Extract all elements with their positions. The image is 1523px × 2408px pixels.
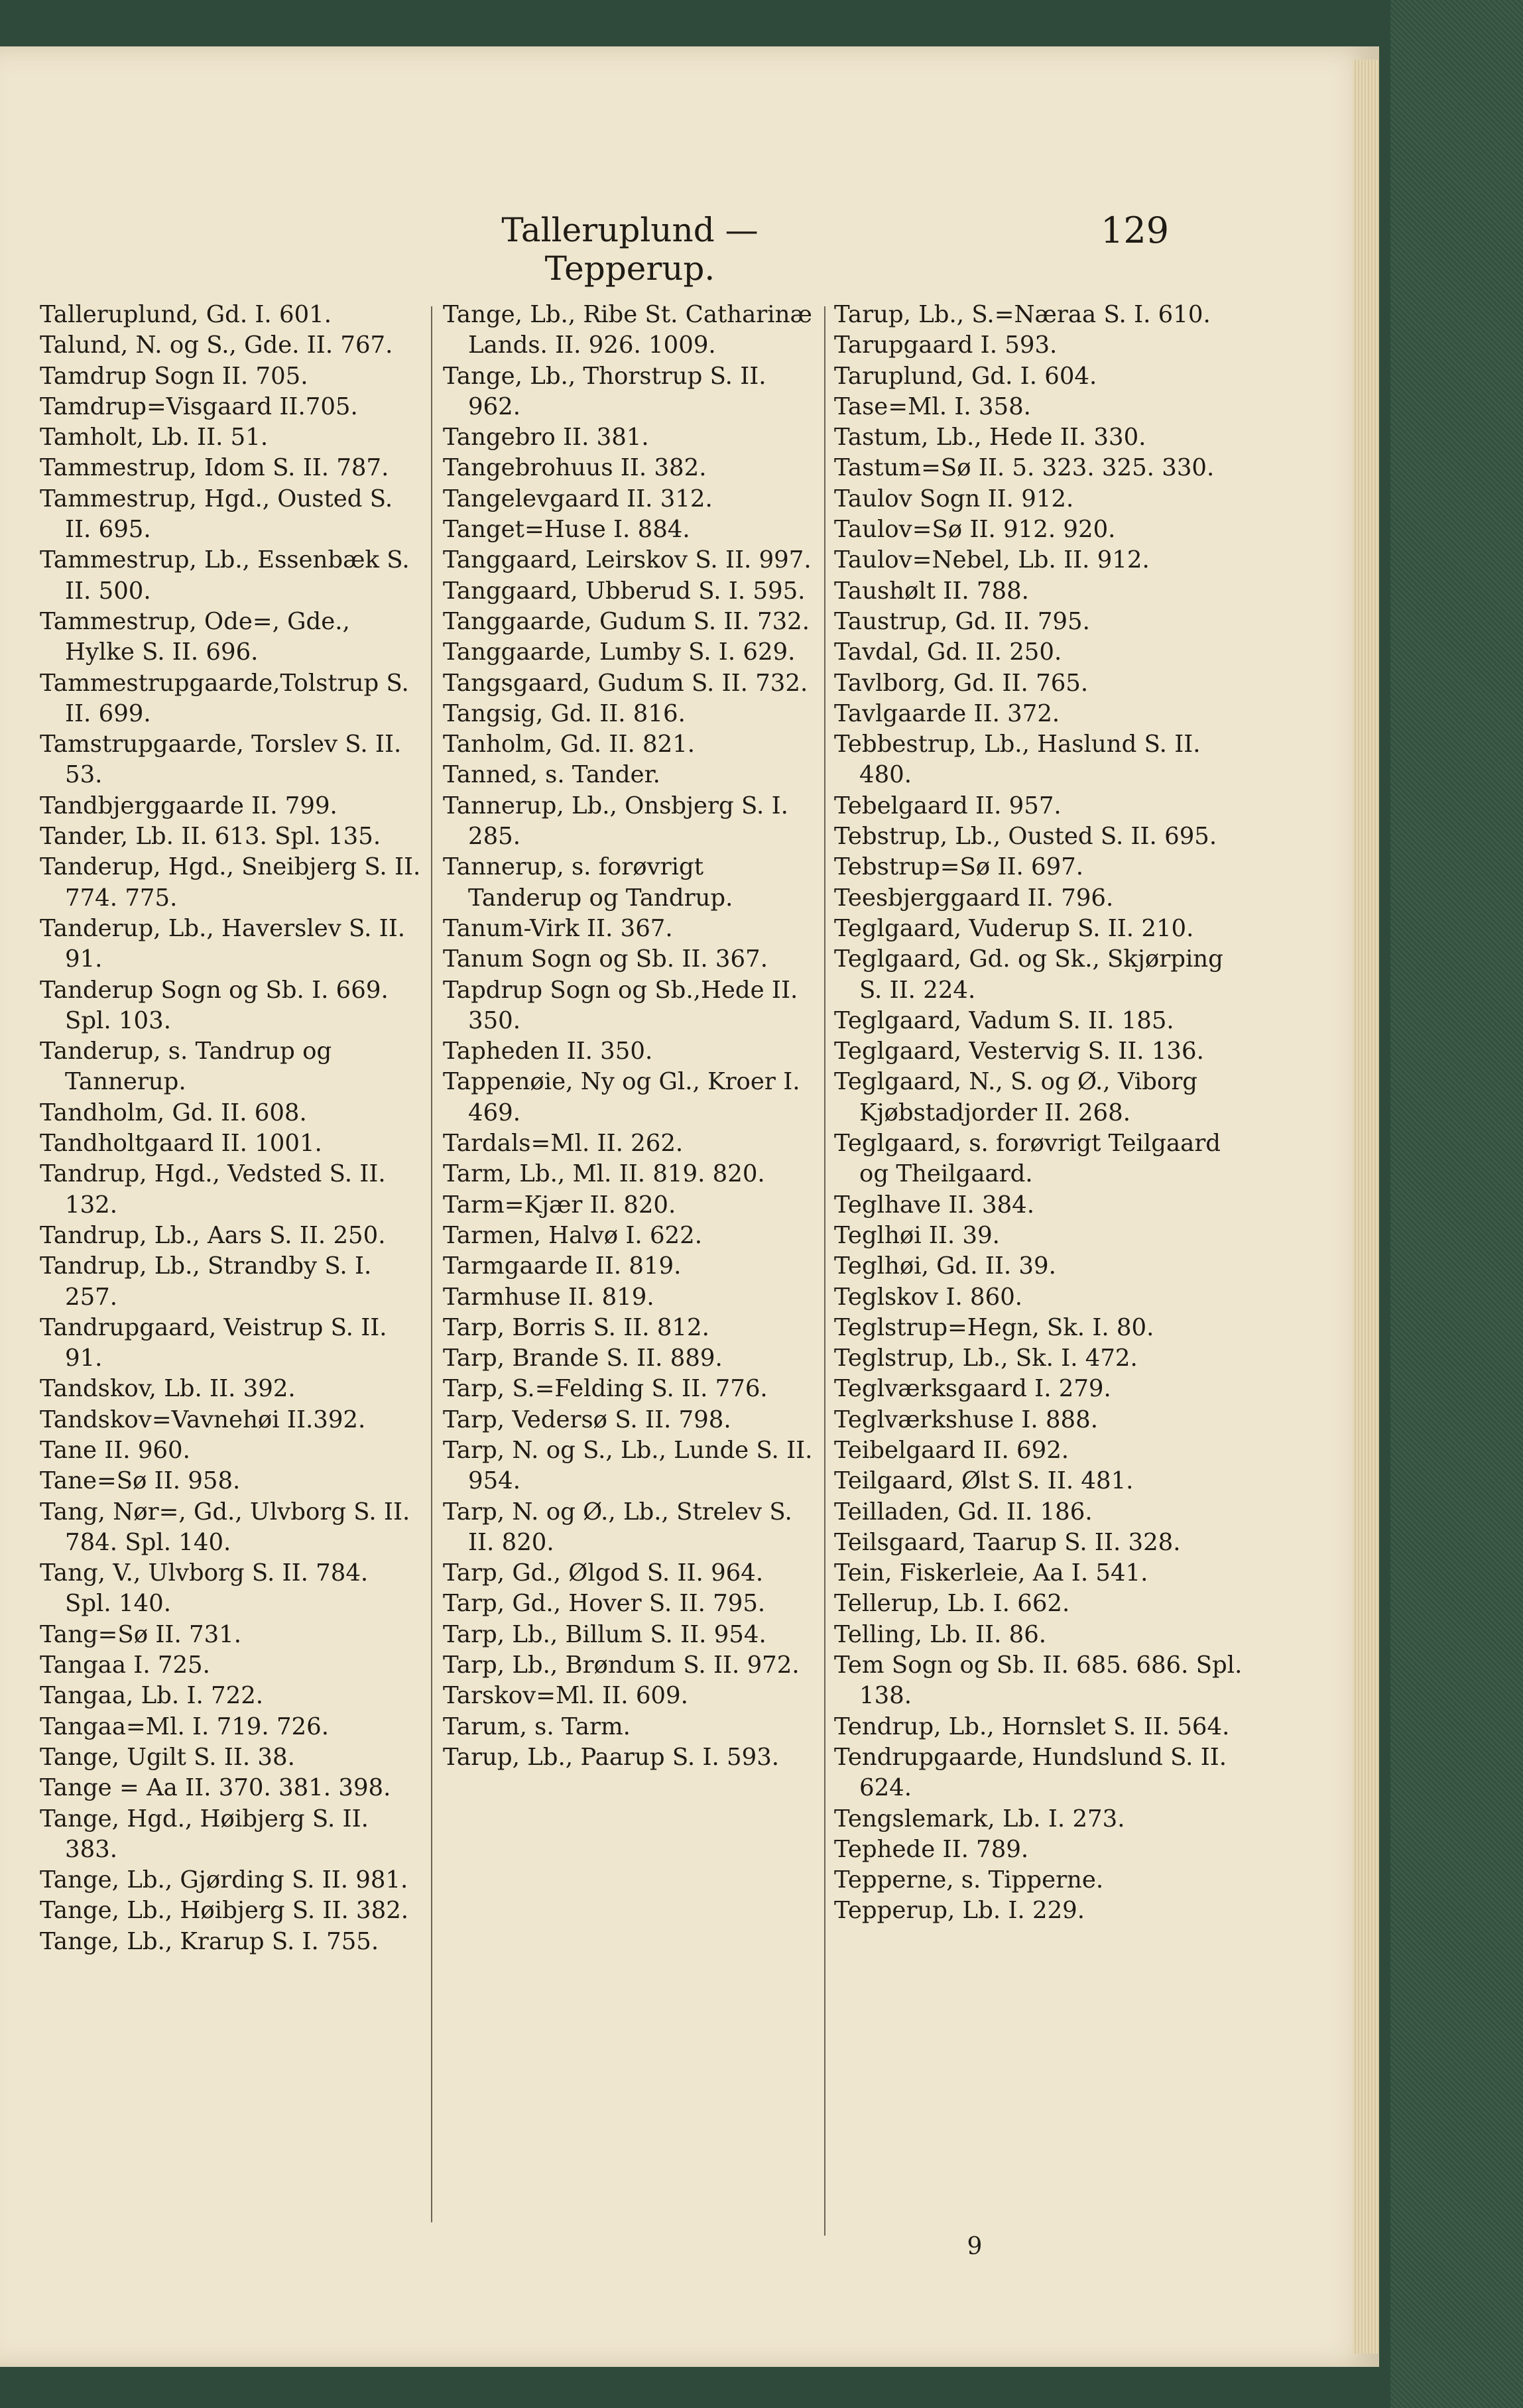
index-entry: Tavlborg, Gd. II. 765. — [834, 669, 1089, 697]
index-entry: Tangaa, Lb. I. 722. — [40, 1682, 264, 1710]
page-number: 129 — [1101, 210, 1170, 251]
index-entry: Tanderup, s. Tandrup og Tannerup. — [40, 1038, 332, 1096]
index-entry: Tarp, N. og Ø., Lb., Strelev S. II. 820. — [443, 1498, 792, 1556]
index-entry: Tanderup, Hgd., Sneibjerg S. II. 774. 775. — [40, 853, 421, 912]
index-entry: Teglgaard, Vadum S. II. 185. — [834, 1006, 1174, 1034]
index-entry: Tardals=Ml. II. 262. — [443, 1130, 684, 1158]
index-entry: Tebbestrup, Lb., Haslund S. II. 480. — [834, 731, 1201, 789]
index-entry: Tengslemark, Lb. I. 273. — [834, 1805, 1125, 1833]
index-entry: Taulov=Nebel, Lb. II. 912. — [834, 546, 1150, 574]
index-entry: Tavlgaarde II. 372. — [834, 699, 1060, 727]
index-column-1 — [40, 300, 421, 2242]
index-entry: Tanderup Sogn og Sb. I. 669. Spl. 103. — [40, 976, 389, 1034]
index-entry: Tarup, Lb., Paarup S. I. 593. — [443, 1743, 780, 1771]
index-entry: Tange = Aa II. 370. 381. 398. — [40, 1774, 391, 1802]
index-entry: Talund, N. og S., Gde. II. 767. — [40, 331, 393, 359]
index-entry: Tang, Nør=, Gd., Ulvborg S. II. 784. Spl. 140. — [40, 1498, 410, 1556]
index-entry: Tepperne, s. Tipperne. — [834, 1866, 1104, 1894]
index-entry: Taushølt II. 788. — [834, 577, 1029, 605]
index-entry: Taulov=Sø II. 912. 920. — [834, 516, 1116, 544]
index-column-2 — [443, 300, 818, 2242]
index-entry: Tapheden II. 350. — [443, 1038, 653, 1065]
index-entry: Tarp, Vedersø S. II. 798. — [443, 1406, 731, 1433]
index-entry: Tanum-Virk II. 367. — [443, 914, 673, 942]
index-entry: Tanderup, Lb., Haverslev S. II. 91. — [40, 914, 405, 973]
index-entry: Tarmen, Halvø I. 622. — [443, 1221, 702, 1249]
page-header — [0, 210, 1326, 288]
signature-mark: 9 — [967, 2233, 983, 2260]
index-entry: Tarm, Lb., Ml. II. 819. 820. — [443, 1160, 765, 1188]
index-entry: Tangelevgaard II. 312. — [443, 485, 713, 512]
index-entry: Teglhave II. 384. — [834, 1191, 1035, 1219]
index-entry: Tapdrup Sogn og Sb.,Hede II. 350. — [443, 976, 798, 1034]
index-entry: Teilsgaard, Taarup S. II. 328. — [834, 1528, 1181, 1556]
index-entry: Taustrup, Gd. II. 795. — [834, 607, 1090, 635]
index-entry: Tamdrup Sogn II. 705. — [40, 362, 308, 390]
index-entry: Tangaa I. 725. — [40, 1652, 210, 1679]
index-entry: Teglgaard, N., S. og Ø., Viborg Kjøbstadjorder II. 268. — [834, 1068, 1198, 1126]
index-entry: Tarp, Gd., Hover S. II. 795. — [443, 1590, 766, 1618]
index-column-3 — [834, 300, 1244, 2242]
index-entry: Tavdal, Gd. II. 250. — [834, 638, 1062, 666]
index-entry: Teglværkshuse I. 888. — [834, 1406, 1099, 1433]
index-entry: Talleruplund, Gd. I. 601. — [40, 301, 332, 328]
index-entry: Tander, Lb. II. 613. Spl. 135. — [40, 823, 381, 851]
index-entry: Tanggaard, Ubberud S. I. 595. — [443, 577, 806, 605]
index-entry: Teglgaard, Vuderup S. II. 210. — [834, 914, 1194, 942]
index-entry: Tannerup, s. forøvrigt Tanderup og Tandrup. — [443, 853, 733, 912]
index-entry: Tebstrup=Sø II. 697. — [834, 853, 1084, 881]
index-entry: Tellerup, Lb. I. 662. — [834, 1590, 1070, 1618]
index-entry: Tanggaarde, Gudum S. II. 732. — [443, 607, 810, 635]
index-entry: Tang=Sø II. 731. — [40, 1620, 242, 1648]
index-entry: Teglskov I. 860. — [834, 1283, 1023, 1311]
index-entry: Tastum, Lb., Hede II. 330. — [834, 424, 1146, 452]
index-entry: Tamholt, Lb. II. 51. — [40, 424, 269, 452]
index-entry: Tanget=Huse I. 884. — [443, 516, 690, 544]
index-entry: Tase=Ml. I. 358. — [834, 392, 1031, 420]
index-entry: Teilladen, Gd. II. 186. — [834, 1498, 1093, 1526]
index-entry: Tastum=Sø II. 5. 323. 325. 330. — [834, 454, 1215, 482]
column-rule — [824, 306, 825, 2236]
index-entry: Tandrup, Lb., Aars S. II. 250. — [40, 1221, 386, 1249]
index-entry: Tarupgaard I. 593. — [834, 331, 1058, 359]
index-entry: Tarp, S.=Felding S. II. 776. — [443, 1375, 768, 1403]
book-binding — [1390, 0, 1523, 2408]
index-entry: Tarm=Kjær II. 820. — [443, 1191, 676, 1219]
index-entry: Tangaa=Ml. I. 719. 726. — [40, 1713, 329, 1740]
index-entry: Tanggaard, Leirskov S. II. 997. — [443, 546, 812, 574]
index-entry: Tarp, Gd., Ølgod S. II. 964. — [443, 1559, 764, 1587]
index-entry: Tandholm, Gd. II. 608. — [40, 1099, 307, 1126]
index-entry: Tangebrohuus II. 382. — [443, 454, 707, 482]
index-entry: Tephede II. 789. — [834, 1835, 1029, 1863]
index-entry: Tandskov=Vavnehøi II.392. — [40, 1406, 366, 1433]
index-entry: Tane=Sø II. 958. — [40, 1467, 241, 1495]
index-entry: Taruplund, Gd. I. 604. — [834, 362, 1097, 390]
index-entry: Teglstrup, Lb., Sk. I. 472. — [834, 1345, 1138, 1372]
index-entry: Tammestrup, Lb., Essenbæk S. II. 500. — [40, 546, 410, 605]
index-entry: Tane II. 960. — [40, 1436, 190, 1464]
index-entry: Tammestrup, Ode=, Gde., Hylke S. II. 696. — [40, 607, 350, 666]
index-entry: Tarmgaarde II. 819. — [443, 1252, 682, 1280]
index-entry: Tangsgaard, Gudum S. II. 732. — [443, 669, 808, 697]
index-entry: Tendrupgaarde, Hundslund S. II. 624. — [834, 1743, 1227, 1802]
index-entry: Tarp, Lb., Billum S. II. 954. — [443, 1620, 766, 1648]
index-entry: Tange, Hgd., Høibjerg S. II. 383. — [40, 1805, 369, 1863]
index-entry: Teibelgaard II. 692. — [834, 1436, 1069, 1464]
column-rule — [431, 306, 432, 2222]
index-entry: Tamdrup=Visgaard II.705. — [40, 392, 358, 420]
index-entry: Tein, Fiskerleie, Aa I. 541. — [834, 1559, 1148, 1587]
index-entry: Tandbjerggaarde II. 799. — [40, 792, 337, 819]
index-entry: Tangebro II. 381. — [443, 424, 649, 452]
index-entry: Tammestrupgaarde,Tolstrup S. II. 699. — [40, 669, 409, 727]
index-entry: Tammestrup, Idom S. II. 787. — [40, 454, 389, 482]
index-entry: Tarp, Borris S. II. 812. — [443, 1313, 709, 1341]
running-title: Talleruplund — Tepperup. — [501, 211, 759, 288]
index-entry: Tammestrup, Hgd., Ousted S. II. 695. — [40, 485, 393, 544]
index-entry: Tandrup, Hgd., Vedsted S. II. 132. — [40, 1160, 386, 1219]
index-entry: Tange, Lb., Thorstrup S. II. 962. — [443, 362, 766, 420]
index-entry: Tendrup, Lb., Hornslet S. II. 564. — [834, 1713, 1230, 1740]
index-entry: Tebelgaard II. 957. — [834, 792, 1062, 819]
index-entry: Teglværksgaard I. 279. — [834, 1375, 1111, 1403]
index-entry: Tandholtgaard II. 1001. — [40, 1130, 322, 1158]
index-entry: Tanholm, Gd. II. 821. — [443, 731, 696, 758]
index-entry: Tange, Lb., Krarup S. I. 755. — [40, 1927, 379, 1955]
index-entry: Teglgaard, Gd. og Sk., Skjørping S. II. 224. — [834, 945, 1223, 1004]
index-entry: Telling, Lb. II. 86. — [834, 1620, 1047, 1648]
index-entry: Tannerup, Lb., Onsbjerg S. I. 285. — [443, 792, 788, 851]
index-entry: Tangsig, Gd. II. 816. — [443, 699, 686, 727]
index-entry: Tebstrup, Lb., Ousted S. II. 695. — [834, 823, 1217, 851]
index-entry: Tang, V., Ulvborg S. II. 784. Spl. 140. — [40, 1559, 369, 1618]
index-entry: Teglstrup=Hegn, Sk. I. 80. — [834, 1313, 1154, 1341]
index-entry: Tange, Lb., Gjørding S. II. 981. — [40, 1866, 408, 1894]
index-entry: Taulov Sogn II. 912. — [834, 485, 1074, 512]
index-entry: Tanggaarde, Lumby S. I. 629. — [443, 638, 796, 666]
index-entry: Tanned, s. Tander. — [443, 761, 660, 789]
index-entry: Teglhøi, Gd. II. 39. — [834, 1252, 1056, 1280]
index-entry: Tem Sogn og Sb. II. 685. 686. Spl. 138. — [834, 1652, 1243, 1710]
index-entry: Tarmhuse II. 819. — [443, 1283, 654, 1311]
index-entry: Tanum Sogn og Sb. II. 367. — [443, 945, 768, 973]
index-entry: Tarp, N. og S., Lb., Lunde S. II. 954. — [443, 1436, 813, 1495]
index-entry: Tange, Lb., Høibjerg S. II. 382. — [40, 1897, 409, 1925]
index-entry: Tarp, Brande S. II. 889. — [443, 1345, 723, 1372]
index-entry: Teglgaard, Vestervig S. II. 136. — [834, 1038, 1204, 1065]
index-entry: Tepperup, Lb. I. 229. — [834, 1897, 1085, 1925]
index-entry: Tarup, Lb., S.=Næraa S. I. 610. — [834, 301, 1211, 328]
index-entry: Tarum, s. Tarm. — [443, 1713, 631, 1740]
index-entry: Teglhøi II. 39. — [834, 1221, 1000, 1249]
index-entry: Teesbjerggaard II. 796. — [834, 884, 1114, 912]
page-edges — [1353, 60, 1379, 2354]
index-entry: Teglgaard, s. forøvrigt Teilgaard og Theilgaard. — [834, 1130, 1221, 1188]
index-entry: Tange, Lb., Ribe St. Catharinæ Lands. II. 926. 1009. — [443, 301, 812, 359]
index-entry: Tandrupgaard, Veistrup S. II. 91. — [40, 1313, 387, 1372]
index-entry: Tandrup, Lb., Strandby S. I. 257. — [40, 1252, 372, 1311]
index-entry: Teilgaard, Ølst S. II. 481. — [834, 1467, 1134, 1495]
index-entry: Tamstrupgaarde, Torslev S. II. 53. — [40, 731, 402, 789]
index-entry: Tandskov, Lb. II. 392. — [40, 1375, 296, 1403]
index-entry: Tange, Ugilt S. II. 38. — [40, 1743, 295, 1771]
index-entry: Tarskov=Ml. II. 609. — [443, 1682, 688, 1710]
index-entry: Tappenøie, Ny og Gl., Kroer I. 469. — [443, 1068, 800, 1126]
index-entry: Tarp, Lb., Brøndum S. II. 972. — [443, 1652, 800, 1679]
